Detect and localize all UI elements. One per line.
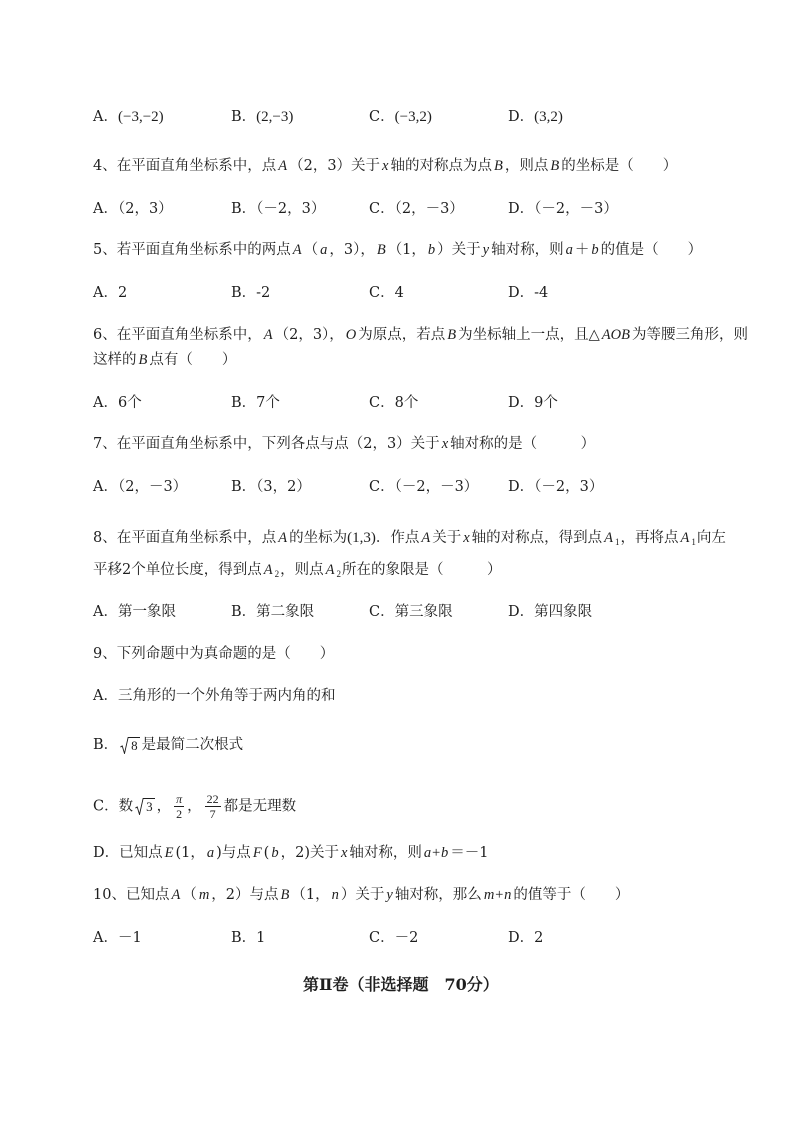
text-run: （1， — [387, 242, 426, 258]
option-b — [231, 927, 265, 949]
text-run: 6、在平面直角坐标系中， — [93, 327, 262, 343]
text-run: ，则点 — [504, 158, 549, 174]
option-a — [93, 198, 173, 220]
radical-sign-icon — [135, 798, 144, 815]
text-run: 都是无理数 — [223, 798, 297, 815]
text-run: 轴对称，则 — [491, 242, 564, 258]
text-run: A．2 — [93, 285, 128, 301]
text-run: C．数 — [93, 798, 134, 815]
text-run: ，2)关于 — [280, 845, 339, 861]
fraction-denominator: 7 — [205, 806, 221, 821]
text-run: D．（－2，3） — [508, 479, 604, 495]
question-9-choice-c — [93, 792, 297, 821]
text-run: 轴的对称点为点 — [390, 158, 492, 174]
text-run: （1， — [291, 887, 330, 903]
option-b — [231, 106, 293, 128]
option-a — [93, 282, 127, 304]
math-variable: B — [550, 158, 560, 174]
text-run: 5、若平面直角坐标系中的两点 — [93, 242, 291, 258]
option-c — [369, 927, 418, 949]
question-7-stem — [93, 433, 595, 455]
text-run: ( — [263, 845, 270, 861]
subscript: 2 — [274, 569, 280, 579]
text-run: A．－1 — [93, 930, 142, 946]
text-run: 8、在平面直角坐标系中，点 — [93, 530, 277, 546]
text-run: C． — [369, 109, 395, 125]
math-variable: b — [591, 242, 599, 258]
question-6-stem-line-1 — [93, 324, 748, 346]
square-root — [135, 798, 155, 815]
option-d — [508, 106, 563, 128]
math-variable: E — [164, 845, 174, 861]
question-8-stem-line-1 — [93, 527, 726, 549]
math-variable: A — [278, 530, 288, 546]
text-run: 为原点，若点 — [358, 327, 446, 343]
math-variable: n — [331, 887, 339, 903]
math-variable: F — [252, 845, 262, 861]
text-run: B．（－2，3） — [231, 201, 326, 217]
question-4-stem — [93, 155, 677, 177]
text-run: C．8个 — [369, 395, 419, 411]
option-d — [508, 601, 592, 623]
math-variable: B — [493, 158, 503, 174]
subscript: 1 — [615, 537, 620, 547]
math-variable: B — [280, 887, 290, 903]
option-d — [508, 927, 543, 949]
question-6-stem-line-2 — [93, 349, 236, 371]
text-run: 轴对称的是（ ） — [450, 436, 596, 452]
option-c — [369, 392, 418, 414]
text-run: C．（－2，－3） — [369, 479, 479, 495]
text-run: D． — [508, 109, 535, 125]
text-run: B．第二象限 — [231, 604, 315, 620]
question-9-choice-d — [93, 842, 488, 864]
fraction-denominator: 2 — [174, 806, 184, 821]
text-run: 向左 — [696, 530, 726, 546]
option-a — [93, 106, 164, 128]
text-run: （ — [182, 887, 197, 903]
math-variable: a+b — [423, 845, 449, 861]
option-b — [231, 476, 311, 498]
text-run: A．（2，－3） — [93, 479, 188, 495]
text-run: D．第四象限 — [508, 604, 593, 620]
math-variable: y — [386, 887, 393, 903]
text-run: A．（2，3） — [93, 201, 173, 217]
math-variable: A — [325, 562, 335, 578]
math-expression: (−3,2) — [394, 109, 432, 125]
math-variable: b — [427, 242, 436, 258]
math-variable: B — [376, 242, 386, 258]
math-variable: m+n — [483, 887, 512, 903]
option-c — [369, 476, 478, 498]
text-run: B． — [231, 109, 257, 125]
text-run: D．2 — [508, 930, 544, 946]
option-c — [369, 198, 464, 220]
text-run: D．（－2，－3） — [508, 201, 618, 217]
math-variable: A — [680, 530, 690, 546]
text-run: D．9个 — [508, 395, 558, 411]
text-run: 这样的 — [93, 352, 137, 368]
subscript: 2 — [336, 569, 341, 579]
option-a — [93, 601, 176, 623]
option-b — [231, 392, 280, 414]
math-variable: b — [271, 845, 279, 861]
math-variable: B — [447, 327, 457, 343]
math-variable: a — [320, 242, 328, 258]
text-run: B．1 — [231, 930, 266, 946]
square-root — [120, 737, 140, 754]
question-9-stem — [93, 643, 334, 665]
text-run: ）关于 — [437, 242, 481, 258]
text-run: 为坐标轴上一点，且△ — [458, 327, 600, 343]
text-run: 关于 — [432, 530, 462, 546]
math-expression: (1,3) — [347, 530, 376, 546]
math-variable: a — [206, 845, 215, 861]
text-run: D．-4 — [508, 285, 549, 301]
text-run: 所在的象限是（ ） — [341, 562, 502, 578]
math-variable: a — [565, 242, 573, 258]
text-run: ， — [156, 798, 172, 815]
text-run: ＝－1 — [450, 845, 489, 861]
text-run: ， — [187, 798, 202, 815]
text-run: 的坐标为 — [289, 530, 348, 546]
text-run: A．6个 — [93, 395, 142, 411]
text-run: 轴对称，则 — [349, 845, 422, 861]
text-run: B．7个 — [231, 395, 280, 411]
fraction — [205, 792, 221, 821]
math-variable: A — [278, 158, 288, 174]
math-variable: x — [463, 530, 470, 546]
text-run: 9、下列命题中为真命题的是（ ） — [93, 646, 335, 662]
option-c — [369, 601, 453, 623]
text-run: 10、已知点 — [93, 887, 170, 903]
option-c — [369, 282, 404, 304]
option-a — [93, 392, 142, 414]
text-run: B． — [93, 737, 119, 753]
option-d — [508, 392, 558, 414]
radicand: 8 — [131, 737, 138, 753]
text-run: （2，3）， — [274, 327, 344, 343]
text-run: 的值是（ ） — [600, 242, 703, 258]
option-b — [231, 601, 314, 623]
text-run: 轴对称，那么 — [394, 887, 482, 903]
text-run: （2，3）关于 — [289, 158, 381, 174]
math-variable: O — [345, 327, 357, 343]
text-run: A． — [93, 109, 118, 125]
radicand: 3 — [146, 799, 153, 814]
text-run: ）关于 — [340, 887, 385, 903]
text-run: ，2）与点 — [211, 887, 279, 903]
math-variable: A — [171, 887, 181, 903]
text-run: 7、在平面直角坐标系中，下列各点与点（2，3）关于 — [93, 436, 440, 452]
text-run: 点有（ ） — [149, 352, 237, 368]
option-a — [93, 476, 187, 498]
radical-sign-icon — [120, 737, 129, 754]
math-variable: m — [198, 887, 210, 903]
text-run: A．三角形的一个外角等于两内角的和 — [93, 688, 336, 704]
text-run: 4、在平面直角坐标系中，点 — [93, 158, 277, 174]
text-run: A．第一象限 — [93, 604, 176, 620]
text-run: ，3）， — [329, 242, 375, 258]
text-run: ．作点 — [375, 530, 420, 546]
option-b — [231, 282, 270, 304]
math-variable: A — [292, 242, 302, 258]
text-run: （ — [303, 242, 319, 258]
text-run: 的值等于（ ） — [513, 887, 630, 903]
option-c — [369, 106, 432, 128]
question-5-stem — [93, 239, 702, 261]
text-run: 轴的对称点，得到点 — [471, 530, 603, 546]
math-variable: A — [421, 530, 431, 546]
fraction-numerator: 22 — [206, 792, 219, 806]
text-run: C．第三象限 — [369, 604, 453, 620]
text-run: 是最简二次根式 — [141, 737, 244, 753]
text-run: ，再将点 — [620, 530, 679, 546]
text-run: 平移2个单位长度，得到点 — [93, 562, 262, 578]
option-d — [508, 476, 603, 498]
math-expression: (2,−3) — [256, 109, 294, 125]
text-run: D．已知点 — [93, 845, 163, 861]
section-heading: 第Ⅱ卷（非选择题 70分） — [303, 975, 499, 994]
math-variable: x — [382, 158, 389, 174]
question-9-choice-b — [93, 734, 243, 756]
text-run: (1， — [175, 845, 205, 861]
option-d — [508, 282, 548, 304]
fraction-numerator: π — [176, 792, 183, 806]
question-8-stem-line-2 — [93, 559, 501, 581]
subscript: 1 — [691, 537, 696, 547]
math-variable: A — [263, 562, 273, 578]
text-run: C．－2 — [369, 930, 419, 946]
math-variable: A — [604, 530, 613, 546]
math-variable: x — [441, 436, 449, 452]
text-run: ，则点 — [280, 562, 324, 578]
math-variable: y — [482, 242, 490, 258]
text-run: C．4 — [369, 285, 404, 301]
question-9-choice-a — [93, 685, 335, 707]
option-a — [93, 927, 142, 949]
text-run: B．-2 — [231, 285, 271, 301]
text-run: C．（2，－3） — [369, 201, 464, 217]
fraction — [174, 792, 184, 821]
math-variable: B — [138, 352, 148, 368]
math-expression: (−3,−2) — [117, 109, 164, 125]
math-variable: A — [263, 327, 273, 343]
option-b — [231, 198, 325, 220]
text-run: )与点 — [216, 845, 251, 861]
option-d — [508, 198, 618, 220]
math-variable: x — [340, 845, 348, 861]
question-10-stem — [93, 884, 629, 906]
math-variable: AOB — [601, 327, 630, 343]
math-expression: (3,2) — [534, 109, 563, 125]
text-run: 为等腰三角形，则 — [631, 327, 748, 343]
text-run: 的坐标是（ ） — [561, 158, 678, 174]
text-run: ＋ — [574, 242, 590, 258]
text-run: B．（3，2） — [231, 479, 311, 495]
